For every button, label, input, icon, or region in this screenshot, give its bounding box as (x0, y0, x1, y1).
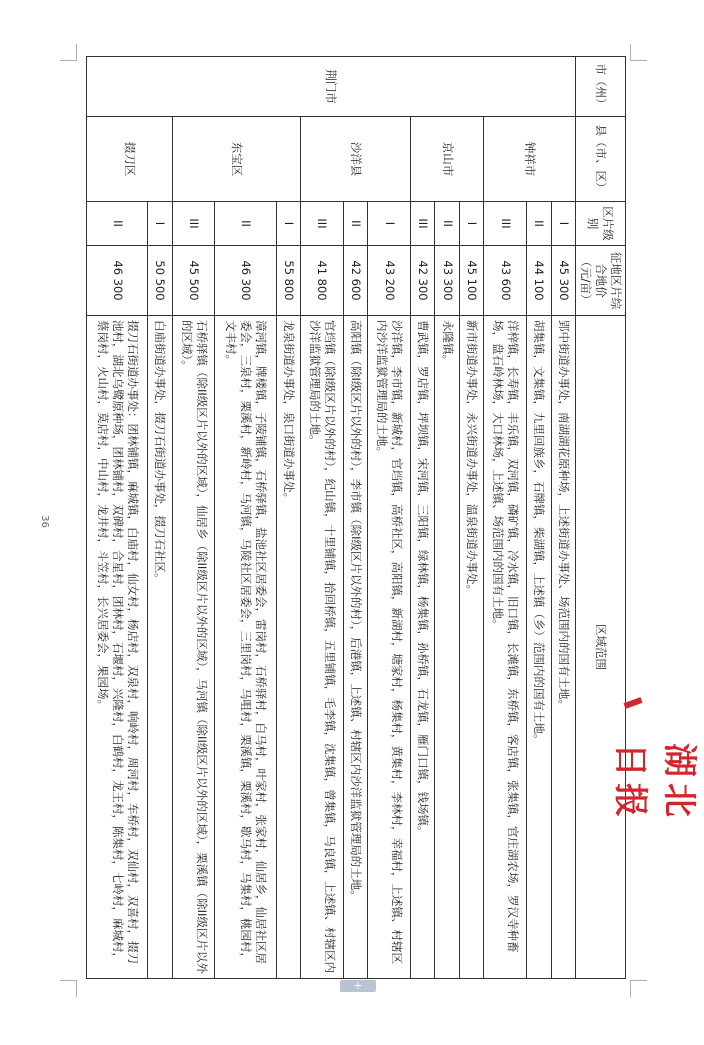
crop-mark-bottom-left (60, 980, 77, 997)
level-cell: I (459, 202, 483, 246)
land-price-table (86, 56, 626, 979)
area-cell: 郢中街道办事处，南湖湖花原种场，上述街道办事处、场范围内的国有土地。 (551, 316, 575, 979)
level-cell: III (301, 202, 344, 246)
price-cell: 50 500 (148, 246, 172, 316)
area-cell: 龙泉街道办事处，泉口街道办事处。 (276, 316, 300, 979)
area-cell: 高阳镇（除I级区片以外的村），李市镇（除I级区片以外的村），后港镇，上述镇、村辖区内沙洋监狱管理局的土地。 (343, 316, 367, 979)
header-area: 区域范围 (576, 316, 626, 979)
level-cell: II (343, 202, 367, 246)
price-cell: 43 200 (368, 246, 411, 316)
table-row (551, 57, 575, 979)
price-cell: 43 300 (435, 246, 459, 316)
area-cell: 永隆镇。 (435, 316, 459, 979)
plus-icon: + (353, 979, 363, 992)
area-cell: 白庙街道办事处，掇刀石街道办事处，掇刀石社区。 (148, 316, 172, 979)
table-row (459, 57, 483, 979)
city-cell: 荆门市 (87, 57, 576, 117)
crop-mark-top-left (60, 44, 77, 61)
area-cell: 漳河镇，牌楼镇，子陵铺镇，石桥驿镇，盐池社区居委会，雷岗村，石桥驿村，白马村，叶家村，张家村，仙居乡，仙居社区居委会，三泉村，栗溪村，新岭村，马河镇，马陵社区居委会，三里岗村，马咀村，栗溪镇，栗溪村，歇马村，马集村，桃园村，文丰村。 (215, 316, 276, 979)
level-cell: II (435, 202, 459, 246)
header-price: 征地区片综合地价（元/亩） (576, 246, 626, 316)
table-row (368, 57, 411, 979)
level-cell: II (215, 202, 276, 246)
area-cell: 洋梓镇，长寿镇，丰乐镇，双河镇，磷矿镇，冷水镇，旧口镇，长滩镇，东桥镇，客店镇，张集镇，官庄湖农场，罗汉寺种畜场，盘石岭林场，大口林场，上述镇、场范围内的国有土地。 (484, 316, 527, 979)
county-cell: 钟祥市 (484, 117, 576, 202)
level-cell: I (368, 202, 411, 246)
table-header-row (576, 57, 626, 979)
price-cell: 43 600 (484, 246, 527, 316)
price-cell: 46 300 (87, 246, 148, 316)
county-cell: 京山市 (411, 117, 484, 202)
area-cell: 石桥驿镇（除II级区片以外的区域），仙居乡（除II级区片以外的区域），马河镇（除II级区片以外的区域），栗溪镇（除II级区片以外的区域）。 (172, 316, 215, 979)
header-level: 区片级别 (576, 202, 626, 246)
newspaper-stamp-logo (612, 740, 704, 838)
level-cell: II (87, 202, 148, 246)
crop-mark-bottom-right (630, 980, 647, 997)
area-cell: 曹武镇，罗店镇，坪坝镇，宋河镇，三阳镇，绿林镇，杨集镇，孙桥镇，石龙镇，雁门口镇，钱场镇。 (411, 316, 435, 979)
crop-mark-top-right (630, 44, 647, 61)
header-county: 县（市、区） (576, 117, 626, 202)
level-cell: I (276, 202, 300, 246)
price-cell: 46 300 (215, 246, 276, 316)
price-cell: 42 300 (411, 246, 435, 316)
price-cell: 42 600 (343, 246, 367, 316)
scroll-handle[interactable] (340, 980, 376, 992)
level-cell: II (527, 202, 551, 246)
table-row (276, 57, 300, 979)
table-row (148, 57, 172, 979)
stamp-accent-mark (624, 697, 643, 709)
price-cell: 45 300 (551, 246, 575, 316)
price-cell: 44 100 (527, 246, 551, 316)
rotated-table-container (86, 56, 626, 978)
header-city: 市（州） (576, 57, 626, 117)
level-cell: III (172, 202, 215, 246)
county-cell: 掇刀区 (87, 117, 173, 202)
area-cell: 掇刀石街道办事处：团林铺镇，麻城镇，白庙村，仙女村，杨店村，双泉村，响岭村，周河村，车桥村，双仙村，双喜村，掇刀池村，湖北乌鹭原种场，团林铺村，双碑村，合星村，团林村，石堰村，兴隆村，白鹤村，龙王村，陈集村，七岭村，麻城村，蔡岗村，火山村，莫店村，中山村，龙井村，斗笠村，长兴居委会，果园场。 (87, 316, 148, 979)
price-cell: 41 800 (301, 246, 344, 316)
county-cell: 沙洋县 (301, 117, 411, 202)
area-cell: 沙洋镇，李市镇，新城村，官垱镇，高桥社区，高阳镇，新湖村，塘家村，杨集村，黄集村，李林村，幸福村，上述镇、村辖区内沙洋监狱管理局的土地。 (368, 316, 411, 979)
area-cell: 胡集镇，文集镇，九里回族乡，石牌镇，柴湖镇，上述镇（乡）范围内的国有土地。 (527, 316, 551, 979)
price-cell: 45 500 (172, 246, 215, 316)
level-cell: I (551, 202, 575, 246)
price-cell: 55 800 (276, 246, 300, 316)
level-cell: III (484, 202, 527, 246)
page-number: 36 (38, 515, 50, 528)
area-cell: 官垱镇（除I级区片以外的村），纪山镇，十里铺镇，拾回桥镇，五里铺镇，毛李镇，沈集镇，曾集镇，马良镇，上述镇、村辖区内沙洋监狱管理局的土地。 (301, 316, 344, 979)
price-cell: 45 100 (459, 246, 483, 316)
stamp-text: 湖北日报 (610, 743, 699, 823)
level-cell: III (411, 202, 435, 246)
area-cell: 新市街道办事处，永兴街道办事处，温泉街道办事处。 (459, 316, 483, 979)
county-cell: 东宝区 (172, 117, 300, 202)
level-cell: I (148, 202, 172, 246)
